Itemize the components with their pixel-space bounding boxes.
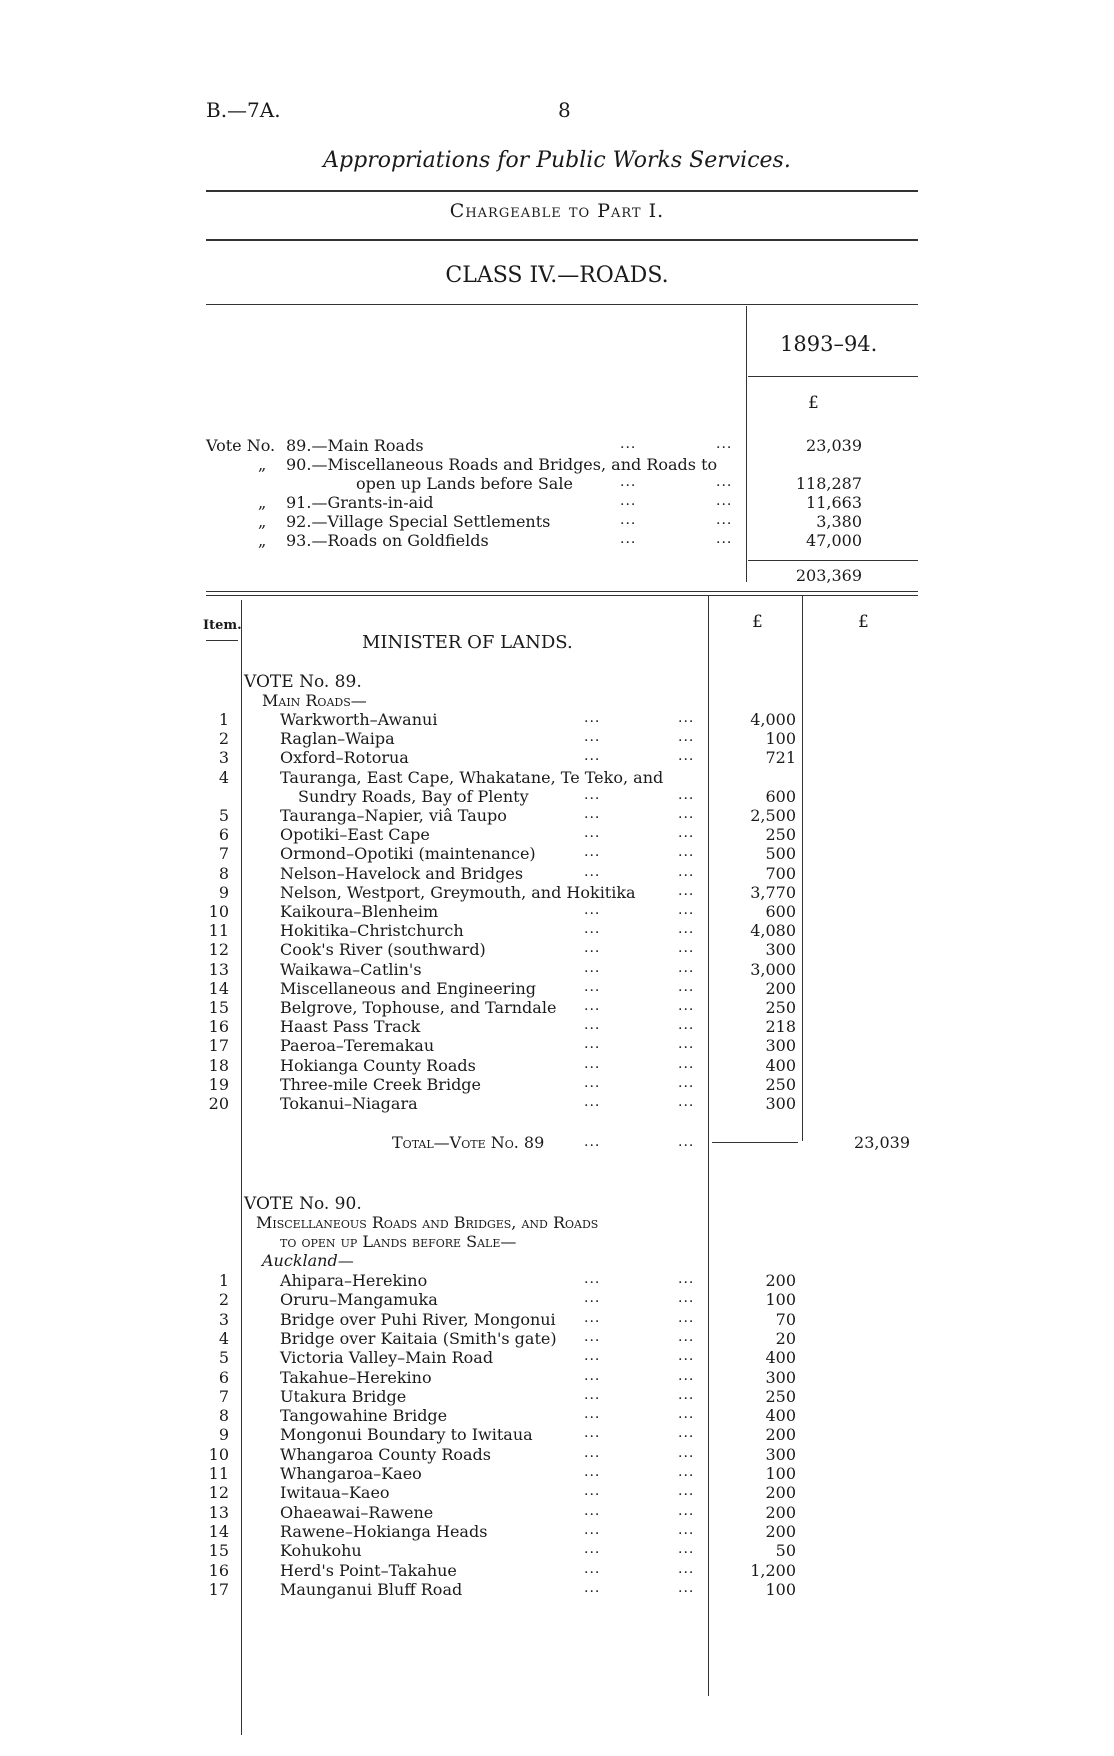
leader-dots: ...: [584, 1406, 601, 1423]
leader-dots: ...: [678, 1444, 695, 1461]
item-number: 13: [208, 1502, 229, 1522]
item-amount: 300: [765, 1094, 796, 1113]
leader-dots: ...: [678, 940, 695, 957]
summary-sum-rule: [748, 560, 918, 561]
leader-dots: ...: [678, 1579, 695, 1596]
item-name: Kohukohu: [280, 1541, 362, 1561]
item-number: 12: [208, 1483, 229, 1503]
leader-dots: ...: [584, 1560, 601, 1577]
document-ref: B.—7A.: [206, 98, 281, 122]
leader-dots: ...: [584, 1348, 601, 1365]
item-amount: 50: [775, 1541, 796, 1561]
item-number: 19: [208, 1074, 229, 1094]
item-amount: 250: [765, 1074, 796, 1094]
vote89-total-dots-2: ...: [678, 1134, 695, 1150]
item-name: Bridge over Puhi River, Mongonui: [280, 1309, 556, 1329]
item-number: 2: [218, 729, 229, 749]
leader-dots: ...: [584, 825, 601, 842]
item-name: Ormond–Opotiki (maintenance): [280, 844, 536, 864]
item-name: Cook's River (southward): [280, 940, 486, 960]
vote90-region: Auckland—: [262, 1251, 354, 1270]
summary-amount: 47,000: [806, 531, 862, 550]
summary-leader-dots: ...: [620, 474, 637, 490]
summary-label: 92.—Village Special Settlements: [286, 512, 551, 531]
summary-amount: 11,663: [806, 493, 862, 512]
item-amount: 400: [765, 1406, 796, 1426]
item-name: Paeroa–Teremakau: [280, 1036, 435, 1056]
item-number: 1: [218, 1271, 229, 1290]
leader-dots: ...: [584, 1483, 601, 1500]
leader-dots: ...: [678, 1367, 695, 1384]
leader-dots: ...: [584, 748, 601, 765]
leader-dots: ...: [678, 863, 695, 880]
item-number: 12: [208, 940, 229, 960]
item-name: Sundry Roads, Bay of Plenty: [298, 786, 529, 806]
leader-dots: ...: [584, 844, 601, 861]
item-amount: 100: [765, 1579, 796, 1599]
chargeable-heading: Chargeable to Part I.: [449, 200, 665, 222]
leader-dots: ...: [584, 1055, 601, 1072]
leader-dots: ...: [678, 1074, 695, 1091]
summary-leader-dots: ...: [716, 474, 733, 490]
item-name: Waikawa–Catlin's: [280, 959, 422, 979]
item-name: Tauranga, East Cape, Whakatane, Te Teko, and: [280, 767, 664, 787]
leader-dots: ...: [678, 710, 695, 726]
summary-leader-dots: ...: [620, 531, 637, 547]
leader-dots: ...: [678, 1328, 695, 1345]
item-name: Tangowahine Bridge: [280, 1406, 448, 1426]
leader-dots: ...: [584, 1309, 601, 1326]
item-name: Whangaroa–Kaeo: [280, 1464, 422, 1483]
item-number: 7: [218, 844, 229, 864]
summary-leader-dots: ...: [716, 493, 733, 509]
item-number: 3: [218, 1309, 229, 1329]
item-number: 6: [218, 825, 229, 845]
summary-bottom-rule: [206, 591, 918, 592]
leader-dots: ...: [678, 844, 695, 861]
item-amount: 200: [765, 1271, 796, 1290]
col2-currency: £: [858, 612, 869, 632]
summary-vline: [746, 306, 747, 582]
leader-dots: ...: [584, 998, 601, 1014]
top-rule: [206, 190, 918, 192]
item-number: 11: [208, 1464, 229, 1483]
item-name: Ahipara–Herekino: [280, 1271, 428, 1290]
item-name: Victoria Valley–Main Road: [280, 1348, 494, 1368]
leader-dots: ...: [678, 1348, 695, 1365]
leader-dots: ...: [584, 1367, 601, 1384]
item-amount: 300: [765, 940, 796, 960]
item-amount: 300: [765, 1036, 796, 1056]
item-amount: 218: [765, 1017, 796, 1037]
charge-rule: [206, 239, 918, 241]
item-number: 11: [208, 921, 229, 941]
vote89-total-dots: ...: [584, 1134, 601, 1150]
class-title: CLASS IV.—ROADS.: [445, 263, 669, 288]
leader-dots: ...: [584, 1386, 601, 1403]
item-amount: 100: [765, 1464, 796, 1483]
item-number: 4: [218, 767, 229, 787]
summary-bottom-rule-2: [206, 595, 918, 596]
vote89-title: VOTE No. 89.: [244, 672, 362, 692]
leader-dots: ...: [584, 1017, 601, 1034]
leader-dots: ...: [584, 806, 601, 822]
leader-dots: ...: [678, 1406, 695, 1423]
leader-dots: ...: [678, 921, 695, 938]
item-name: Utakura Bridge: [280, 1386, 407, 1406]
leader-dots: ...: [678, 825, 695, 842]
item-name: Takahue–Herekino: [280, 1367, 432, 1387]
item-name: Rawene–Hokianga Heads: [280, 1521, 488, 1541]
item-amount: 400: [765, 1348, 796, 1368]
item-amount: 200: [765, 1521, 796, 1541]
item-number: 17: [208, 1579, 229, 1599]
summary-label: open up Lands before Sale: [356, 474, 573, 493]
summary-label: 90.—Miscellaneous Roads and Bridges, and Roads to: [286, 455, 718, 474]
item-number: 3: [218, 748, 229, 768]
item-name: Raglan–Waipa: [280, 729, 395, 749]
leader-dots: ...: [584, 1444, 601, 1461]
leader-dots: ...: [584, 921, 601, 938]
item-number: 9: [218, 1425, 229, 1445]
item-name: Maunganui Bluff Road: [280, 1579, 463, 1599]
item-number: 17: [208, 1036, 229, 1056]
item-name: Nelson–Havelock and Bridges: [280, 863, 524, 883]
item-amount: 700: [765, 863, 796, 883]
leader-dots: ...: [678, 1483, 695, 1500]
vote90-title: VOTE No. 90.: [244, 1194, 362, 1214]
item-number: 10: [208, 902, 229, 921]
item-name: Oxford–Rotorua: [280, 748, 409, 768]
class-rule: [206, 304, 918, 305]
item-name: Warkworth–Awanui: [280, 710, 438, 729]
item-amount: 250: [765, 1386, 796, 1406]
item-number: 4: [218, 1328, 229, 1348]
leader-dots: ...: [678, 1541, 695, 1558]
item-amount: 300: [765, 1367, 796, 1387]
item-amount: 70: [775, 1309, 796, 1329]
item-number: 9: [218, 882, 229, 902]
summary-amount: 3,380: [816, 512, 862, 531]
leader-dots: ...: [678, 1502, 695, 1519]
item-amount: 200: [765, 1425, 796, 1445]
leader-dots: ...: [678, 902, 695, 918]
summary-leader-dots: ...: [716, 436, 733, 452]
vote89-sum-rule: [712, 1142, 798, 1143]
summary-label: 89.—Main Roads: [286, 436, 424, 455]
item-amount: 200: [765, 1483, 796, 1503]
item-amount: 100: [765, 729, 796, 749]
item-number: 14: [208, 1521, 229, 1541]
item-number: 7: [218, 1386, 229, 1406]
item-number: 2: [218, 1290, 229, 1310]
item-name: Tokanui–Niagara: [280, 1094, 418, 1113]
minister-heading: MINISTER OF LANDS.: [362, 632, 573, 653]
vote90-subtitle-2: to open up Lands before Sale—: [280, 1232, 517, 1251]
item-amount: 600: [765, 786, 796, 806]
leader-dots: ...: [584, 1036, 601, 1053]
leader-dots: ...: [584, 1579, 601, 1596]
item-name: Bridge over Kaitaia (Smith's gate): [280, 1328, 557, 1348]
item-name: Whangaroa County Roads: [280, 1444, 491, 1464]
leader-dots: ...: [584, 902, 601, 918]
item-number: 6: [218, 1367, 229, 1387]
col1-currency: £: [752, 612, 763, 632]
leader-dots: ...: [584, 729, 601, 746]
leader-dots: ...: [584, 710, 601, 726]
vote89-subtitle: Main Roads—: [262, 691, 367, 710]
page-number: 8: [558, 98, 571, 122]
total-col-line: [802, 596, 803, 1141]
item-number: 1: [218, 710, 229, 729]
item-amount: 250: [765, 998, 796, 1017]
leader-dots: ...: [678, 806, 695, 822]
summary-leader-dots: ...: [620, 436, 637, 452]
item-amount: 4,080: [750, 921, 796, 941]
item-amount: 200: [765, 1502, 796, 1522]
summary-amount: 23,039: [806, 436, 862, 455]
leader-dots: ...: [678, 1425, 695, 1442]
leader-dots: ...: [584, 978, 601, 995]
item-number: 20: [208, 1094, 229, 1113]
leader-dots: ...: [678, 748, 695, 765]
leader-dots: ...: [584, 959, 601, 976]
item-name: Tauranga–Napier, viâ Taupo: [280, 806, 507, 825]
summary-label: 91.—Grants-in-aid: [286, 493, 434, 512]
item-number: 10: [208, 1444, 229, 1464]
leader-dots: ...: [584, 1290, 601, 1307]
summary-currency: £: [808, 393, 819, 413]
leader-dots: ...: [584, 1328, 601, 1345]
item-amount: 2,500: [750, 806, 796, 825]
vote89-total-label: Total—Vote No. 89: [392, 1133, 545, 1152]
item-header: Item.: [203, 618, 242, 633]
year-rule: [748, 376, 918, 377]
item-name: Herd's Point–Takahue: [280, 1560, 457, 1580]
item-name: Ohaeawai–Rawene: [280, 1502, 434, 1522]
summary-leader-dots: ...: [620, 512, 637, 528]
leader-dots: ...: [678, 1290, 695, 1307]
leader-dots: ...: [678, 786, 695, 803]
leader-dots: ...: [678, 1521, 695, 1538]
item-name: Hokitika–Christchurch: [280, 921, 464, 941]
summary-prefix: Vote No.: [206, 436, 276, 455]
leader-dots: ...: [584, 1271, 601, 1287]
item-amount: 400: [765, 1055, 796, 1075]
item-amount: 100: [765, 1290, 796, 1310]
item-name: Hokianga County Roads: [280, 1055, 476, 1075]
leader-dots: ...: [678, 1271, 695, 1287]
leader-dots: ...: [584, 1541, 601, 1558]
item-amount: 300: [765, 1444, 796, 1464]
leader-dots: ...: [678, 1017, 695, 1034]
item-amount: 4,000: [750, 710, 796, 729]
item-name: Kaikoura–Blenheim: [280, 902, 439, 921]
leader-dots: ...: [584, 863, 601, 880]
item-name: Mongonui Boundary to Iwitaua: [280, 1425, 533, 1445]
leader-dots: ...: [678, 1055, 695, 1072]
year-header: 1893–94.: [780, 332, 878, 356]
leader-dots: ...: [584, 1425, 601, 1442]
item-number: 14: [208, 978, 229, 998]
leader-dots: ...: [584, 940, 601, 957]
leader-dots: ...: [678, 978, 695, 995]
leader-dots: ...: [584, 1502, 601, 1519]
item-number: 15: [208, 998, 229, 1017]
item-header-rule: [206, 640, 238, 641]
leader-dots: ...: [678, 1560, 695, 1577]
item-name: Haast Pass Track: [280, 1017, 421, 1037]
item-name: Oruru–Mangamuka: [280, 1290, 438, 1310]
vote89-total: 23,039: [854, 1133, 910, 1152]
item-name: Nelson, Westport, Greymouth, and Hokitika: [280, 882, 636, 902]
leader-dots: ...: [678, 1036, 695, 1053]
item-number: 8: [218, 863, 229, 883]
summary-total: 203,369: [795, 566, 862, 585]
item-amount: 20: [775, 1328, 796, 1348]
leader-dots: ...: [678, 882, 695, 899]
item-amount: 3,770: [750, 882, 796, 902]
summary-label: 93.—Roads on Goldfields: [286, 531, 489, 550]
item-number: 8: [218, 1406, 229, 1426]
summary-leader-dots: ...: [716, 512, 733, 528]
summary-leader-dots: ...: [620, 493, 637, 509]
leader-dots: ...: [584, 1464, 601, 1480]
leader-dots: ...: [584, 1094, 601, 1110]
leader-dots: ...: [678, 959, 695, 976]
item-amount: 200: [765, 978, 796, 998]
item-amount: 721: [765, 748, 796, 768]
leader-dots: ...: [678, 998, 695, 1014]
leader-dots: ...: [678, 1309, 695, 1326]
leader-dots: ...: [678, 729, 695, 746]
summary-leader-dots: ...: [716, 531, 733, 547]
item-name: Three-mile Creek Bridge: [280, 1074, 482, 1094]
item-name: Miscellaneous and Engineering: [280, 978, 536, 998]
item-number: 5: [218, 1348, 229, 1368]
item-amount: 600: [765, 902, 796, 921]
page-title: Appropriations for Public Works Services.: [323, 148, 791, 173]
item-amount: 3,000: [750, 959, 796, 979]
item-amount: 1,200: [750, 1560, 796, 1580]
item-amount: 250: [765, 825, 796, 845]
leader-dots: ...: [678, 1094, 695, 1110]
summary-prefix: „: [258, 455, 267, 474]
vote90-subtitle-1: Miscellaneous Roads and Bridges, and Roads: [256, 1213, 599, 1232]
amount-col-line: [708, 596, 709, 1696]
leader-dots: ...: [584, 1074, 601, 1091]
item-amount: 500: [765, 844, 796, 864]
leader-dots: ...: [584, 1521, 601, 1538]
summary-prefix: „: [258, 531, 267, 550]
item-number: 16: [208, 1017, 229, 1037]
item-number: 15: [208, 1541, 229, 1561]
leader-dots: ...: [584, 786, 601, 803]
summary-amount: 118,287: [795, 474, 862, 493]
item-name: Belgrove, Tophouse, and Tarndale: [280, 998, 557, 1017]
item-number: 18: [208, 1055, 229, 1075]
item-name: Opotiki–East Cape: [280, 825, 430, 845]
leader-dots: ...: [678, 1386, 695, 1403]
item-number: 16: [208, 1560, 229, 1580]
item-number: 5: [218, 806, 229, 825]
item-name: Iwitaua–Kaeo: [280, 1483, 390, 1503]
summary-prefix: „: [258, 493, 267, 512]
item-number: 13: [208, 959, 229, 979]
summary-prefix: „: [258, 512, 267, 531]
item-col-line: [241, 600, 242, 1735]
leader-dots: ...: [678, 1464, 695, 1480]
